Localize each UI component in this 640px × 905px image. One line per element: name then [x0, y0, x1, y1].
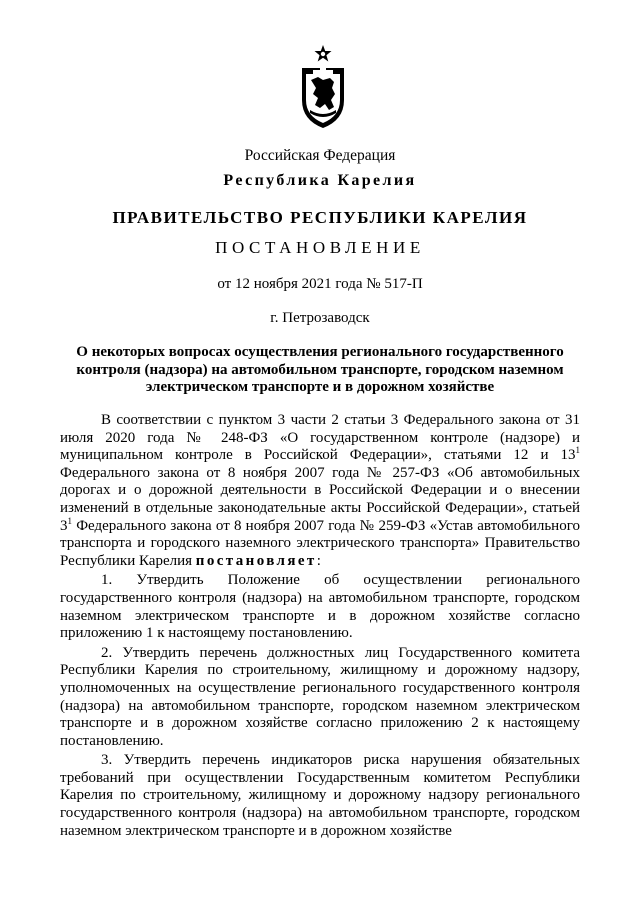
preamble-text: В соответствии с пунктом 3 части 2 статьи 3 Федерального закона от 31 июля 2020 года № 248-ФЗ «О государственном контроле (надзоре) и муниципальном контроле в Российской Федерации», статьями 12 и 13: [60, 412, 580, 464]
karelia-coat-of-arms-icon: [296, 44, 350, 130]
document-type: ПОСТАНОВЛЕНИЕ: [215, 238, 425, 257]
government-name: ПРАВИТЕЛЬСТВО РЕСПУБЛИКИ КАРЕЛИЯ: [112, 208, 528, 227]
superscript: 1: [67, 515, 72, 526]
superscript: 1: [575, 445, 580, 456]
country-name: Российская Федерация: [244, 147, 396, 164]
list-item: 1. Утвердить Положение об осуществлении регионального государственного контроля (надзора) на автомобильном транспорте, городском наземном электрическом транспорте и в дорожном хозяйстве согласно приложению 1 к настоящему постановлению.: [60, 572, 580, 642]
republic-name: Республика Карелия: [223, 172, 417, 189]
list-item: 2. Утвердить перечень должностных лиц Государственного комитета Республики Карелия по строительному, жилищному и дорожному надзору, уполномоченных на осуществление регионального государственного контроля (надзора) на автомобильном транспорте, городском наземном электрическом транспорте и в дорожном хозяйстве согласно приложению 2 к настоящему постановлению.: [60, 644, 580, 749]
preamble-text: Федерального закона от 8 ноября 2007 года № 259-ФЗ «Устав автомобильного транспорта и городского наземного электрического транспорта» Правительство Республики Карелия: [60, 517, 580, 569]
document-date: от 12 ноября 2021 года № 517-П: [217, 276, 423, 292]
document-city: г. Петрозаводск: [270, 310, 370, 326]
colon: :: [316, 552, 321, 569]
list-item: 3. Утвердить перечень индикаторов риска нарушения обязательных требований при осуществлении Государственным комитетом Республики Карелия по строительному, жилищному и дорожному надзору регионального государственного контроля (надзора) на автомобильном транспорте, городском наземном электрическом транспорте и в дорожном хозяйстве: [60, 752, 580, 839]
document-subject: О некоторых вопросах осуществления регионального государственного контроля (надзора) на автомобильном транспорте, городском наземном электрическом транспорте и в дорожном хозяйстве: [76, 344, 564, 395]
preamble-paragraph: [60, 412, 580, 570]
preamble-text: Федерального закона от 8 ноября 2007 года № 257-ФЗ «Об автомобильных дорогах и о дорожной деятельности в Российской Федерации и о внесении изменений в отдельные законодательные акты Российской Федерации», статьей 3: [60, 464, 580, 534]
document-body: [60, 412, 580, 840]
resolves-word: постановляет: [195, 552, 317, 569]
